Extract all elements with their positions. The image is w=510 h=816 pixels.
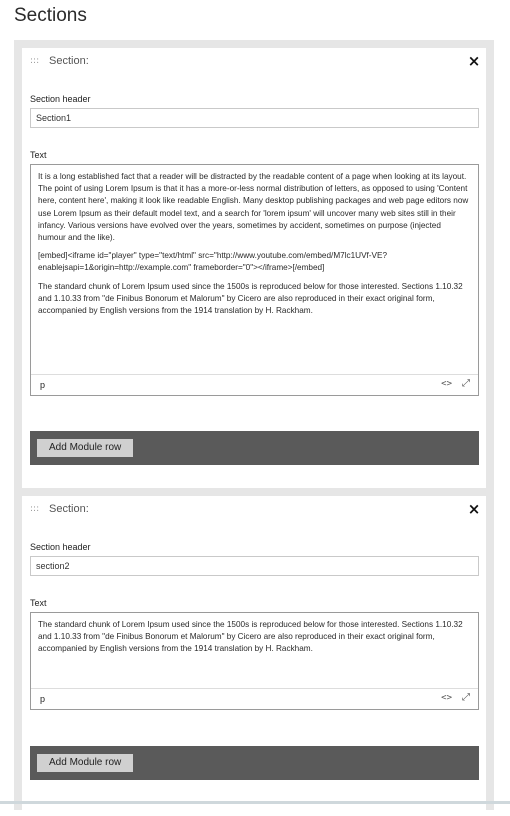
module-row-bar	[30, 746, 479, 780]
drag-handle-icon[interactable]: :::	[30, 504, 40, 514]
rich-text-editor[interactable]	[30, 612, 479, 710]
section-label: Section:	[49, 55, 89, 67]
editor-paragraph: [embed]<iframe id="player" type="text/html" src="http://www.youtube.com/embed/M7lc1UVf-VE?enablejsapi=1&origin=http://example.com" frameborder="0"></iframe>[/embed]	[38, 251, 388, 273]
editor-content[interactable]	[31, 613, 478, 656]
element-path[interactable]: p	[40, 694, 46, 704]
section-header-bar	[22, 48, 486, 76]
fullscreen-icon[interactable]: ⤢	[462, 692, 470, 703]
fullscreen-icon[interactable]: ⤢	[462, 378, 470, 389]
section-header-label: Section header	[30, 542, 91, 552]
module-row-bar	[30, 431, 479, 465]
section-header-bar	[22, 496, 486, 524]
code-view-icon[interactable]: <>	[441, 693, 452, 703]
rich-text-editor[interactable]	[30, 164, 479, 396]
section-header-label: Section header	[30, 94, 91, 104]
editor-paragraph: It is a long established fact that a reader will be distracted by the readable content of a page when looking at its layout. The point of using Lorem Ipsum is that it has a more-or-less normal distribution of letters, as opposed to using 'Content here, content here', making it look like readable English. Many desktop publishing packages and web page editors now use Lorem Ipsum as their default model text, and a search for 'lorem ipsum' will uncover many web sites still in their infancy. Various versions have evolved over the years, sometimes by accident, sometimes on purpose (injected humour and the like).	[38, 172, 469, 243]
section-header-input[interactable]: section2	[30, 556, 479, 576]
editor-paragraph: The standard chunk of Lorem Ipsum used since the 1500s is reproduced below for those interested. Sections 1.10.32 and 1.10.33 from "de Finibus Bonorum et Malorum" by Cicero are also reproduced in their exact original form, accompanied by English versions from the 1914 translation by H. Rackham.	[38, 620, 463, 654]
add-module-row-button[interactable]: Add Module row	[37, 439, 133, 457]
section-card	[22, 496, 486, 816]
text-label: Text	[30, 598, 47, 608]
section-label: Section:	[49, 503, 89, 515]
editor-paragraph: The standard chunk of Lorem Ipsum used since the 1500s is reproduced below for those interested. Sections 1.10.32 and 1.10.33 from "de Finibus Bonorum et Malorum" by Cicero are also reproduced in their exact original form, accompanied by English versions from the 1914 translation by H. Rackham.	[38, 281, 463, 316]
section-card	[22, 48, 486, 488]
page-title: Sections	[14, 5, 87, 26]
editor-statusbar	[31, 374, 478, 395]
sections-container	[14, 40, 494, 810]
editor-content[interactable]	[31, 165, 478, 317]
close-icon[interactable]: ×	[467, 500, 481, 518]
text-label: Text	[30, 150, 47, 160]
element-path[interactable]: p	[40, 380, 46, 390]
drag-handle-icon[interactable]: :::	[30, 56, 40, 66]
close-icon[interactable]: ×	[467, 52, 481, 70]
add-module-row-button[interactable]: Add Module row	[37, 754, 133, 772]
editor-statusbar	[31, 688, 478, 709]
code-view-icon[interactable]: <>	[441, 379, 452, 389]
section-header-input[interactable]: Section1	[30, 108, 479, 128]
